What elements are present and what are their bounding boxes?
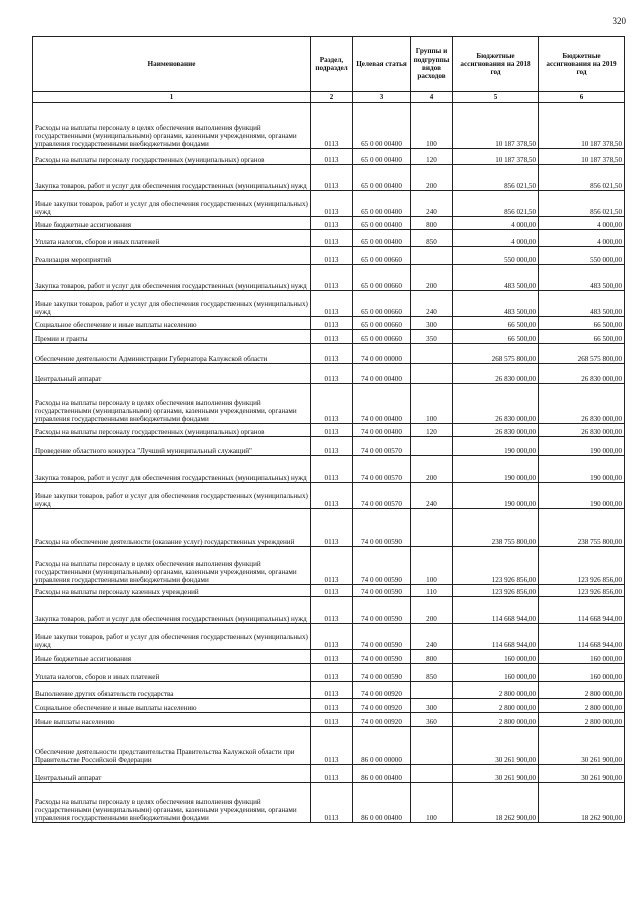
row-name: Обеспечение деятельности Администрации Губернатора Калужской области — [33, 344, 311, 364]
row-group: 100 — [411, 103, 453, 149]
column-number: 1 — [33, 92, 311, 103]
row-name: Расходы на выплаты персоналу государственных (муниципальных) органов — [33, 149, 311, 165]
row-amount-2019: 2 800 000,00 — [539, 713, 625, 727]
row-group: 200 — [411, 597, 453, 624]
row-amount-2019: 26 830 000,00 — [539, 424, 625, 437]
header-row — [33, 37, 625, 92]
row-amount-2018: 26 830 000,00 — [453, 424, 539, 437]
row-group: 200 — [411, 456, 453, 483]
row-amount-2019: 238 755 800,00 — [539, 509, 625, 547]
row-target: 65 0 00 00400 — [353, 149, 411, 165]
row-name: Расходы на выплаты персоналу в целях обеспечения выполнения функций государственными (муниципальными) органами, казенными учреждениями, органами управления государственными внебюджетными фондами — [33, 783, 311, 823]
table-row — [33, 585, 625, 597]
row-amount-2019: 2 800 000,00 — [539, 699, 625, 713]
row-name: Расходы на выплаты персоналу казенных учреждений — [33, 585, 311, 597]
row-amount-2018: 30 261 900,00 — [453, 765, 539, 783]
row-target: 65 0 00 00400 — [353, 230, 411, 247]
row-section: 0113 — [311, 217, 353, 230]
row-target: 74 0 00 00920 — [353, 713, 411, 727]
row-name: Иные бюджетные ассигнования — [33, 217, 311, 230]
row-group: 110 — [411, 585, 453, 597]
row-amount-2018: 550 000,00 — [453, 247, 539, 265]
row-target: 74 0 00 00570 — [353, 437, 411, 456]
row-group: 200 — [411, 165, 453, 191]
row-amount-2019: 4 000,00 — [539, 217, 625, 230]
table-row — [33, 149, 625, 165]
row-amount-2019: 483 500,00 — [539, 291, 625, 317]
table-row — [33, 547, 625, 585]
row-amount-2018: 856 021,50 — [453, 191, 539, 217]
row-amount-2018: 10 187 378,50 — [453, 103, 539, 149]
table-row — [33, 344, 625, 364]
row-amount-2018: 66 500,00 — [453, 317, 539, 330]
row-section: 0113 — [311, 247, 353, 265]
row-amount-2018: 4 000,00 — [453, 230, 539, 247]
table-row — [33, 597, 625, 624]
row-group — [411, 344, 453, 364]
row-amount-2019: 4 000,00 — [539, 230, 625, 247]
row-target: 65 0 00 00400 — [353, 103, 411, 149]
row-group: 360 — [411, 713, 453, 727]
page-number: 320 — [612, 16, 626, 26]
column-number: 3 — [353, 92, 411, 103]
row-section: 0113 — [311, 509, 353, 547]
table-row — [33, 230, 625, 247]
table-row — [33, 713, 625, 727]
row-amount-2019: 190 000,00 — [539, 456, 625, 483]
row-amount-2018: 190 000,00 — [453, 483, 539, 509]
row-amount-2018: 856 021,50 — [453, 165, 539, 191]
row-name: Выполнение других обязательств государства — [33, 682, 311, 699]
row-section: 0113 — [311, 585, 353, 597]
row-amount-2019: 26 830 000,00 — [539, 384, 625, 424]
row-section: 0113 — [311, 727, 353, 765]
row-group: 100 — [411, 783, 453, 823]
row-group: 100 — [411, 547, 453, 585]
row-target: 74 0 00 00570 — [353, 456, 411, 483]
row-section: 0113 — [311, 330, 353, 344]
row-amount-2019: 190 000,00 — [539, 483, 625, 509]
row-group — [411, 682, 453, 699]
row-target: 74 0 00 00590 — [353, 650, 411, 664]
table-row — [33, 483, 625, 509]
row-name: Расходы на выплаты персоналу государственных (муниципальных) органов — [33, 424, 311, 437]
row-amount-2019: 10 187 378,50 — [539, 103, 625, 149]
row-target: 74 0 00 00400 — [353, 424, 411, 437]
row-target: 65 0 00 00400 — [353, 165, 411, 191]
row-amount-2018: 4 000,00 — [453, 217, 539, 230]
row-name: Центральный аппарат — [33, 364, 311, 384]
row-group: 300 — [411, 317, 453, 330]
row-section: 0113 — [311, 384, 353, 424]
row-amount-2019: 30 261 900,00 — [539, 727, 625, 765]
row-target: 74 0 00 00400 — [353, 384, 411, 424]
row-target: 65 0 00 00660 — [353, 265, 411, 291]
table-row — [33, 191, 625, 217]
row-target: 65 0 00 00660 — [353, 291, 411, 317]
row-target: 86 0 00 00400 — [353, 765, 411, 783]
row-section: 0113 — [311, 597, 353, 624]
row-amount-2019: 123 926 856,00 — [539, 585, 625, 597]
row-amount-2018: 190 000,00 — [453, 437, 539, 456]
row-name: Иные закупки товаров, работ и услуг для обеспечения государственных (муниципальных) нужд — [33, 291, 311, 317]
row-section: 0113 — [311, 547, 353, 585]
table-row — [33, 424, 625, 437]
row-target: 74 0 00 00400 — [353, 364, 411, 384]
row-section: 0113 — [311, 230, 353, 247]
row-amount-2019: 66 500,00 — [539, 330, 625, 344]
header-2018: Бюджетные ассигнования на 2018 год — [453, 37, 539, 92]
row-section: 0113 — [311, 483, 353, 509]
row-group: 240 — [411, 191, 453, 217]
row-amount-2019: 160 000,00 — [539, 664, 625, 682]
row-target: 86 0 00 00400 — [353, 783, 411, 823]
table-row — [33, 103, 625, 149]
row-target: 74 0 00 00590 — [353, 597, 411, 624]
row-amount-2018: 268 575 800,00 — [453, 344, 539, 364]
row-group: 850 — [411, 664, 453, 682]
row-name: Центральный аппарат — [33, 765, 311, 783]
row-group: 240 — [411, 624, 453, 650]
row-amount-2019: 114 668 944,00 — [539, 597, 625, 624]
header-name: Наименование — [33, 37, 311, 92]
row-target: 74 0 00 00590 — [353, 509, 411, 547]
row-group — [411, 364, 453, 384]
row-amount-2019: 483 500,00 — [539, 265, 625, 291]
row-group: 800 — [411, 217, 453, 230]
table-row — [33, 437, 625, 456]
row-amount-2019: 2 800 000,00 — [539, 682, 625, 699]
row-amount-2019: 114 668 944,00 — [539, 624, 625, 650]
row-name: Социальное обеспечение и иные выплаты населению — [33, 317, 311, 330]
table-row — [33, 509, 625, 547]
row-name: Иные закупки товаров, работ и услуг для обеспечения государственных (муниципальных) нужд — [33, 624, 311, 650]
row-target: 86 0 00 00000 — [353, 727, 411, 765]
row-amount-2018: 26 830 000,00 — [453, 384, 539, 424]
row-name: Проведение областного конкурса "Лучший муниципальный служащий" — [33, 437, 311, 456]
table-row — [33, 217, 625, 230]
row-name: Закупка товаров, работ и услуг для обеспечения государственных (муниципальных) нужд — [33, 456, 311, 483]
row-name: Социальное обеспечение и иные выплаты населению — [33, 699, 311, 713]
column-number: 6 — [539, 92, 625, 103]
row-amount-2019: 10 187 378,50 — [539, 149, 625, 165]
row-section: 0113 — [311, 650, 353, 664]
table-row — [33, 384, 625, 424]
header-section: Раздел, подраздел — [311, 37, 353, 92]
row-amount-2019: 268 575 800,00 — [539, 344, 625, 364]
row-amount-2018: 26 830 000,00 — [453, 364, 539, 384]
row-amount-2019: 123 926 856,00 — [539, 547, 625, 585]
row-amount-2018: 123 926 856,00 — [453, 547, 539, 585]
row-section: 0113 — [311, 364, 353, 384]
header-2019: Бюджетные ассигнования на 2019 год — [539, 37, 625, 92]
row-target: 74 0 00 00590 — [353, 624, 411, 650]
row-target: 74 0 00 00590 — [353, 664, 411, 682]
row-section: 0113 — [311, 165, 353, 191]
row-section: 0113 — [311, 664, 353, 682]
row-group — [411, 727, 453, 765]
row-target: 65 0 00 00400 — [353, 191, 411, 217]
row-target: 74 0 00 00000 — [353, 344, 411, 364]
row-name: Расходы на выплаты персоналу в целях обеспечения выполнения функций государственными (муниципальными) органами, казенными учреждениями, органами управления государственными внебюджетными фондами — [33, 547, 311, 585]
row-name: Премии и гранты — [33, 330, 311, 344]
table-row — [33, 265, 625, 291]
header-groups: Группы и подгруппы видов расходов — [411, 37, 453, 92]
row-section: 0113 — [311, 265, 353, 291]
row-group: 800 — [411, 650, 453, 664]
row-group: 300 — [411, 699, 453, 713]
row-amount-2019: 190 000,00 — [539, 437, 625, 456]
table-row — [33, 624, 625, 650]
row-name: Иные бюджетные ассигнования — [33, 650, 311, 664]
row-amount-2018: 190 000,00 — [453, 456, 539, 483]
row-name: Расходы на выплаты персоналу в целях обеспечения выполнения функций государственными (муниципальными) органами, казенными учреждениями, органами управления государственными внебюджетными фондами — [33, 384, 311, 424]
row-group: 350 — [411, 330, 453, 344]
row-name: Закупка товаров, работ и услуг для обеспечения государственных (муниципальных) нужд — [33, 265, 311, 291]
row-section: 0113 — [311, 765, 353, 783]
row-group: 240 — [411, 291, 453, 317]
row-target: 74 0 00 00920 — [353, 682, 411, 699]
row-section: 0113 — [311, 699, 353, 713]
table-body — [33, 103, 625, 823]
row-section: 0113 — [311, 437, 353, 456]
row-name: Закупка товаров, работ и услуг для обеспечения государственных (муниципальных) нужд — [33, 165, 311, 191]
row-amount-2018: 114 668 944,00 — [453, 624, 539, 650]
row-section: 0113 — [311, 456, 353, 483]
row-amount-2018: 483 500,00 — [453, 265, 539, 291]
row-amount-2019: 18 262 900,00 — [539, 783, 625, 823]
row-name: Закупка товаров, работ и услуг для обеспечения государственных (муниципальных) нужд — [33, 597, 311, 624]
row-amount-2018: 238 755 800,00 — [453, 509, 539, 547]
row-group: 200 — [411, 265, 453, 291]
row-target: 74 0 00 00920 — [353, 699, 411, 713]
row-group: 120 — [411, 149, 453, 165]
row-section: 0113 — [311, 344, 353, 364]
row-amount-2018: 123 926 856,00 — [453, 585, 539, 597]
budget-table — [32, 36, 625, 823]
table-row — [33, 165, 625, 191]
row-section: 0113 — [311, 291, 353, 317]
row-amount-2018: 10 187 378,50 — [453, 149, 539, 165]
row-section: 0113 — [311, 191, 353, 217]
column-number: 5 — [453, 92, 539, 103]
row-name: Иные закупки товаров, работ и услуг для обеспечения государственных (муниципальных) нужд — [33, 191, 311, 217]
row-amount-2018: 483 500,00 — [453, 291, 539, 317]
table-row — [33, 765, 625, 783]
row-amount-2018: 66 500,00 — [453, 330, 539, 344]
row-section: 0113 — [311, 317, 353, 330]
row-section: 0113 — [311, 424, 353, 437]
table-row — [33, 247, 625, 265]
row-target: 65 0 00 00660 — [353, 317, 411, 330]
row-name: Расходы на обеспечение деятельности (оказание услуг) государственных учреждений — [33, 509, 311, 547]
row-name: Обеспечение деятельности представительства Правительства Калужской области при Правительстве Российской Федерации — [33, 727, 311, 765]
table-row — [33, 699, 625, 713]
row-amount-2019: 550 000,00 — [539, 247, 625, 265]
row-amount-2018: 30 261 900,00 — [453, 727, 539, 765]
row-group: 240 — [411, 483, 453, 509]
table-row — [33, 664, 625, 682]
row-section: 0113 — [311, 713, 353, 727]
row-target: 74 0 00 00590 — [353, 547, 411, 585]
table-row — [33, 330, 625, 344]
row-target: 74 0 00 00570 — [353, 483, 411, 509]
row-amount-2018: 2 800 000,00 — [453, 713, 539, 727]
column-number-row — [33, 92, 625, 103]
row-section: 0113 — [311, 624, 353, 650]
row-name: Уплата налогов, сборов и иных платежей — [33, 230, 311, 247]
row-amount-2018: 18 262 900,00 — [453, 783, 539, 823]
table-row — [33, 682, 625, 699]
row-name: Иные выплаты населению — [33, 713, 311, 727]
row-amount-2018: 2 800 000,00 — [453, 699, 539, 713]
row-target: 74 0 00 00590 — [353, 585, 411, 597]
row-name: Уплата налогов, сборов и иных платежей — [33, 664, 311, 682]
row-group — [411, 765, 453, 783]
table-row — [33, 456, 625, 483]
row-target: 65 0 00 00660 — [353, 247, 411, 265]
row-group — [411, 509, 453, 547]
row-section: 0113 — [311, 783, 353, 823]
row-amount-2018: 160 000,00 — [453, 664, 539, 682]
column-number: 4 — [411, 92, 453, 103]
table-row — [33, 727, 625, 765]
row-amount-2018: 2 800 000,00 — [453, 682, 539, 699]
row-target: 65 0 00 00660 — [353, 330, 411, 344]
row-section: 0113 — [311, 103, 353, 149]
table-row — [33, 783, 625, 823]
row-name: Иные закупки товаров, работ и услуг для обеспечения государственных (муниципальных) нужд — [33, 483, 311, 509]
row-amount-2019: 26 830 000,00 — [539, 364, 625, 384]
row-amount-2019: 66 500,00 — [539, 317, 625, 330]
row-amount-2019: 30 261 900,00 — [539, 765, 625, 783]
row-name: Расходы на выплаты персоналу в целях обеспечения выполнения функций государственными (муниципальными) органами, казенными учреждениями, органами управления государственными внебюджетными фондами — [33, 103, 311, 149]
row-group: 850 — [411, 230, 453, 247]
row-section: 0113 — [311, 682, 353, 699]
row-amount-2019: 856 021,50 — [539, 165, 625, 191]
table-row — [33, 650, 625, 664]
row-group: 120 — [411, 424, 453, 437]
row-group: 100 — [411, 384, 453, 424]
table-row — [33, 291, 625, 317]
header-target: Целевая статья — [353, 37, 411, 92]
row-name: Реализация мероприятий — [33, 247, 311, 265]
table-row — [33, 317, 625, 330]
row-amount-2018: 160 000,00 — [453, 650, 539, 664]
row-section: 0113 — [311, 149, 353, 165]
row-amount-2018: 114 668 944,00 — [453, 597, 539, 624]
column-number: 2 — [311, 92, 353, 103]
row-group — [411, 437, 453, 456]
row-amount-2019: 856 021,50 — [539, 191, 625, 217]
row-amount-2019: 160 000,00 — [539, 650, 625, 664]
table-row — [33, 364, 625, 384]
row-target: 65 0 00 00400 — [353, 217, 411, 230]
row-group — [411, 247, 453, 265]
